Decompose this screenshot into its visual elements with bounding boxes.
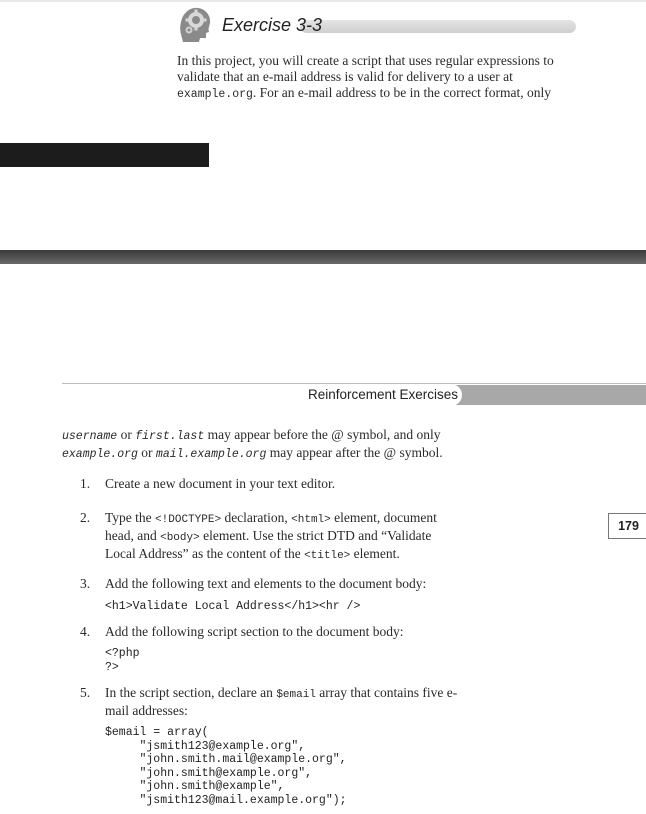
step-number: 4. [80, 624, 91, 639]
page-divider [0, 250, 646, 264]
running-header-title: Reinforcement Exercises [308, 387, 459, 402]
code-block: <?php ?> [105, 647, 140, 674]
exercise-intro: In this project, you will create a script that uses regular expressions to validate that an e-mail address is valid for delivery to a user at example.org. For an e-mail address to be in the correct format, only [177, 53, 554, 101]
code-block: <h1>Validate Local Address</h1><hr /> [105, 600, 361, 613]
intro-code: example.org [177, 88, 253, 101]
step-text: In the script section, declare an $email array that contains five e-mail addresses: [105, 685, 458, 718]
running-header-shade [450, 385, 646, 405]
step-number: 1. [80, 476, 91, 491]
step-number: 2. [80, 510, 91, 525]
step-1 [80, 476, 460, 492]
exercise-title-bar [300, 20, 576, 33]
step-number: 3. [80, 576, 91, 591]
continued-paragraph: username or first.last may appear before the @ symbol, and only example.org or mail.example.org may appear after the @ symbol. [62, 427, 443, 461]
step-3 [80, 576, 460, 592]
gear-head-icon [175, 4, 213, 44]
page-top-rule [0, 0, 646, 2]
step-4 [80, 624, 460, 640]
code-block: $email = array( "jsmith123@example.org", "john.smith.mail@example.org", "john.smith@example.org", "john.smith@example", "jsmith123@mail.example.org"); [105, 726, 347, 807]
redaction-bar [0, 143, 209, 167]
step-text: Create a new document in your text editor. [105, 476, 336, 491]
step-text: Add the following text and elements to the document body: [105, 576, 427, 591]
step-number: 5. [80, 685, 91, 700]
step-text: Add the following script section to the document body: [105, 624, 404, 639]
page-number: 179 [608, 513, 646, 539]
step-2 [80, 510, 460, 564]
step-5 [80, 685, 460, 719]
step-text: Type the <!DOCTYPE> declaration, <html> element, document head, and <body> element. Use the strict DTD and “Validate Local Address” as the content of the <title> element. [105, 510, 437, 562]
exercise-title: Exercise 3-3 [222, 15, 323, 35]
